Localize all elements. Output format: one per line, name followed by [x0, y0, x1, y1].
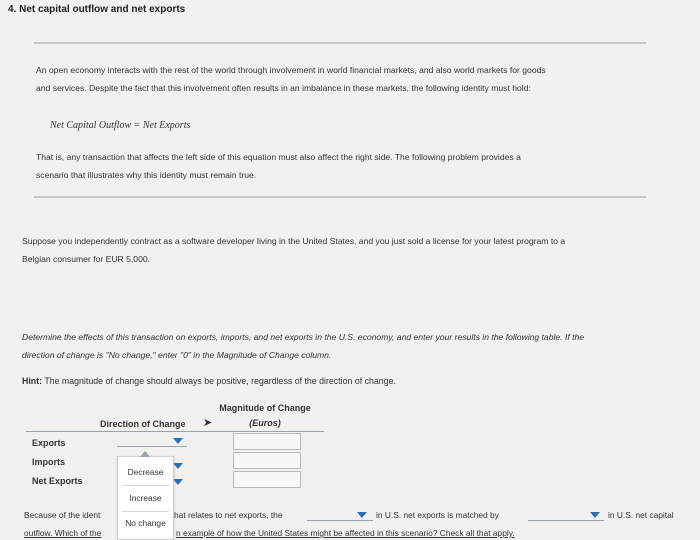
scenario-text [22, 232, 565, 268]
bottom-text-mid2: in U.S. net exports is matched by [376, 510, 499, 520]
dropdown-option-no-change[interactable]: No change [125, 518, 166, 528]
chevron-down-icon [357, 512, 367, 518]
chevron-down-icon [173, 479, 183, 485]
bottom-text-mid: hat relates to net exports, the [174, 510, 283, 520]
direction-dropdown-menu[interactable] [117, 456, 174, 540]
instructions-line: Determine the effects of this transaction on exports, imports, and net exports in the U.S. economy, and enter your results in the following table. If the [22, 332, 585, 342]
dropdown-divider [122, 511, 169, 512]
magnitude-header: Magnitude of Change [219, 403, 311, 413]
row-label-exports: Exports [32, 438, 66, 448]
identity-equation: Net Capital Outflow = Net Exports [50, 120, 191, 131]
hint-text: The magnitude of change should always be positive, regardless of the direction of change. [42, 376, 396, 386]
bottom-text-end: in U.S. net capital [608, 510, 674, 520]
intro-line: and services. Despite the fact that this involvement often results in an imbalance in these markets, the following identity must hold: [36, 83, 531, 93]
scenario-line: Suppose you independently contract as a software developer living in the United States, and you just sold a license for your latest program to a [22, 236, 566, 246]
chevron-down-icon [173, 438, 183, 444]
magnitude-unit: (Euros) [249, 418, 281, 428]
instructions-text [22, 328, 584, 364]
divider [34, 42, 646, 44]
chevron-down-icon [590, 512, 600, 518]
intro-line: An open economy interacts with the rest of the world through involvement in world financial markets, and also world markets for goods [36, 65, 546, 75]
row-label-net-exports: Net Exports [32, 476, 83, 486]
explanation-line: scenario that illustrates why this identity must remain true. [36, 170, 257, 180]
dropdown-option-decrease[interactable]: Decrease [127, 467, 164, 477]
bottom-text-line2-start: outflow. Which of the [24, 528, 102, 538]
instructions-line: direction of change is "No change," enter "0" in the Magnitude of Change column. [22, 350, 332, 360]
net-exports-magnitude-input[interactable] [233, 471, 301, 488]
explanation-line: That is, any transaction that affects the left side of this equation must also affect the right side. The following problem provides a [36, 152, 521, 162]
dropdown-option-increase[interactable]: Increase [129, 493, 162, 503]
hint-label: Hint: [22, 376, 43, 386]
hint [22, 376, 396, 386]
chevron-down-icon [173, 463, 183, 469]
direction-header: Direction of Change [100, 419, 186, 429]
exports-magnitude-input[interactable] [233, 433, 301, 450]
bottom-text-start: Because of the ident [24, 510, 101, 520]
blank-select-2[interactable] [528, 509, 604, 521]
explanation-text [36, 148, 521, 184]
imports-magnitude-input[interactable] [233, 452, 301, 469]
intro-text [36, 61, 546, 97]
table-header-rule [26, 431, 324, 432]
divider [34, 196, 646, 198]
question-title: 4. Net capital outflow and net exports [8, 4, 186, 15]
dropdown-divider [122, 485, 169, 486]
cursor-icon: ➤ [203, 417, 213, 429]
bottom-text-line2: n example of how the United States might be affected in this scenario? Check all that apply. [176, 528, 515, 538]
scenario-line: Belgian consumer for EUR 5,000. [22, 254, 151, 264]
row-label-imports: Imports [32, 457, 66, 467]
blank-select-1[interactable] [307, 509, 373, 521]
exports-direction-select[interactable] [117, 433, 187, 447]
chevron-up-icon [140, 451, 150, 457]
